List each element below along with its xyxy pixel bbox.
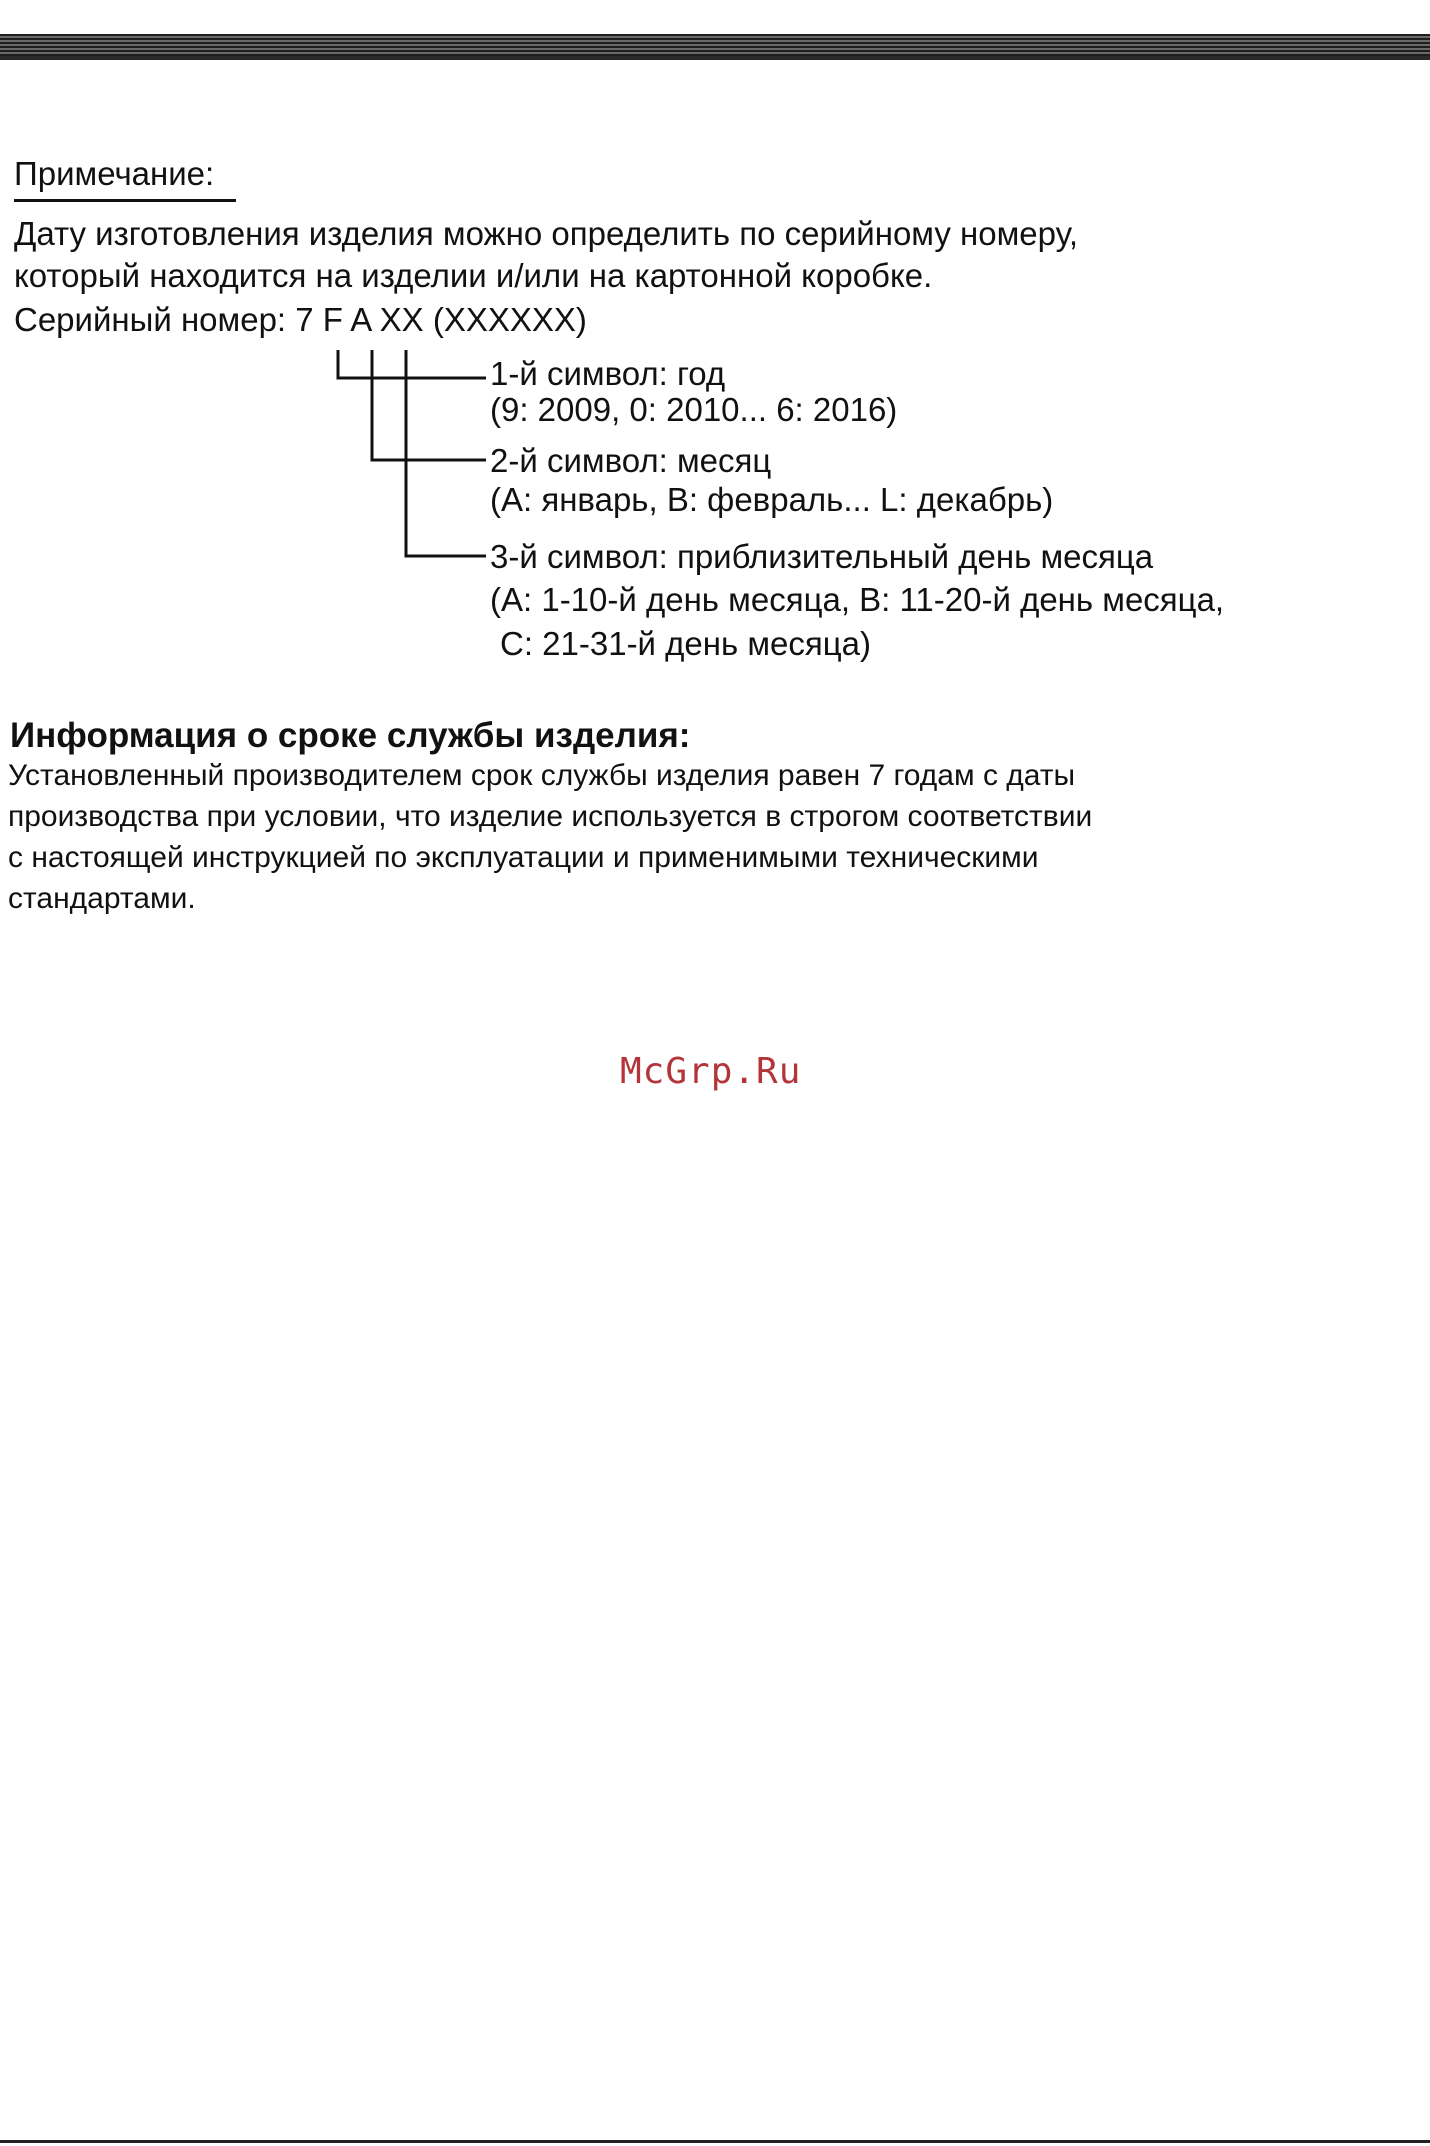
connector-symbol-3 — [406, 350, 486, 556]
note-line-2: который находится на изделии и/или на картонной коробке. — [14, 257, 933, 294]
serial-number-line: Серийный номер: 7 F A XX (XXXXXX) — [14, 301, 587, 338]
symbol-1-label: 1-й символ: год — [490, 355, 726, 392]
symbol-1-values: (9: 2009, 0: 2010... 6: 2016) — [490, 391, 898, 428]
connector-symbol-1 — [338, 350, 486, 378]
watermark: McGrp.Ru — [620, 1051, 802, 1092]
note-title-underline — [14, 199, 236, 202]
service-life-line-1: Установленный производителем срок службы изделия равен 7 годам с даты — [8, 759, 1076, 792]
symbol-3-values-1: (A: 1-10-й день месяца, B: 11-20-й день месяца, — [490, 581, 1225, 618]
header-band — [0, 34, 1430, 56]
note-title: Примечание: — [14, 155, 215, 192]
service-life-line-4: стандартами. — [8, 882, 196, 915]
header-band-edge — [0, 56, 1430, 60]
symbol-2-values: (A: январь, B: февраль... L: декабрь) — [490, 481, 1054, 518]
symbol-2-label: 2-й символ: месяц — [490, 442, 772, 479]
footer-rule — [0, 2140, 1430, 2143]
symbol-3-values-2: C: 21-31-й день месяца) — [500, 625, 872, 662]
service-life-heading: Информация о сроке службы изделия: — [10, 716, 691, 755]
service-life-line-3: с настоящей инструкцией по эксплуатации и применимыми техническими — [8, 841, 1039, 874]
note-line-1: Дату изготовления изделия можно определить по серийному номеру, — [14, 215, 1078, 252]
connector-symbol-2 — [372, 350, 486, 460]
symbol-3-label: 3-й символ: приблизительный день месяца — [490, 538, 1154, 575]
service-life-line-2: производства при условии, что изделие используется в строгом соответствии — [8, 800, 1093, 833]
